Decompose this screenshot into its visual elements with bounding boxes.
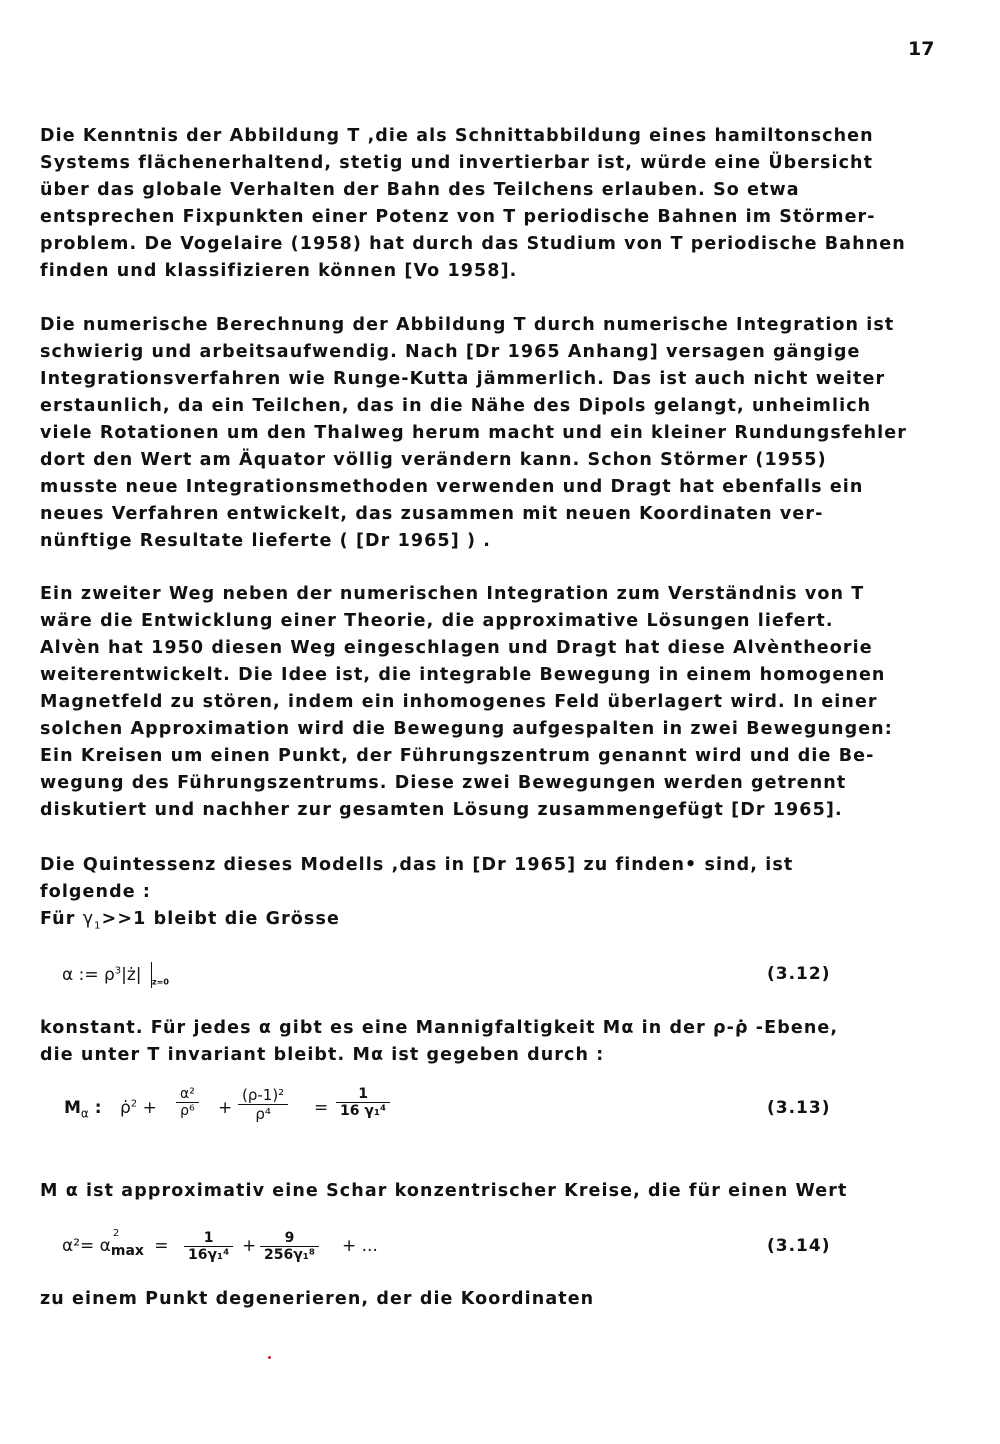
text-line: Systems flächenerhaltend, stetig und invertierbar ist, würde eine Übersicht bbox=[40, 153, 874, 173]
plus-sign: + bbox=[242, 1236, 257, 1256]
paragraph-7 bbox=[40, 1286, 936, 1313]
page-number: 17 bbox=[908, 38, 935, 60]
fraction-nine-over-256gamma: $\frac{9}{\text{256γ₁⁸}}$ bbox=[260, 1230, 319, 1263]
text-line: problem. De Vogelaire (1958) hat durch das Studium von T periodische Bahnen bbox=[40, 234, 906, 254]
paragraph-5 bbox=[40, 1015, 936, 1069]
equation-3-13 bbox=[62, 1086, 831, 1146]
text-line: Ein zweiter Weg neben der numerischen Integration zum Verständnis von T bbox=[40, 584, 865, 604]
text-line: zu einem Punkt degenerieren, der die Koordinaten bbox=[40, 1289, 595, 1309]
text-line: entsprechen Fixpunkten einer Potenz von T periodische Bahnen im Störmer- bbox=[40, 207, 876, 227]
plus-sign: + bbox=[218, 1098, 233, 1118]
alpha-max-lhs: α²= α 2 max = bbox=[62, 1228, 169, 1259]
equation-3-14 bbox=[62, 1228, 831, 1278]
text-line: Die numerische Berechnung der Abbildung T durch numerische Integration ist bbox=[40, 315, 895, 335]
term-rho-dot: ρ̇$^2$ + bbox=[120, 1098, 157, 1118]
gamma-condition: >>1 bbox=[101, 909, 147, 929]
gamma-suffix: bleibt die Grösse bbox=[153, 909, 340, 929]
gamma-condition-line bbox=[40, 906, 936, 940]
text-line: wegung des Führungszentrums. Diese zwei Bewegungen werden getrennt bbox=[40, 773, 847, 793]
text-line: Integrationsverfahren wie Runge-Kutta jämmerlich. Das ist auch nicht weiter bbox=[40, 369, 886, 389]
equation-number: (3.12) bbox=[767, 964, 831, 984]
equals-sign: = bbox=[314, 1098, 329, 1118]
text-line: Alvèn hat 1950 diesen Weg eingeschlagen und Dragt hat diese Alvèntheorie bbox=[40, 638, 873, 658]
text-line: neues Verfahren entwickelt, das zusammen mit neuen Koordinaten ver- bbox=[40, 504, 824, 524]
fraction-one-over-16gamma: $\frac{1}{\text{16γ₁⁴}}$ bbox=[184, 1230, 233, 1263]
text-line: Magnetfeld zu stören, indem ein inhomogenes Feld überlagert wird. In einer bbox=[40, 692, 878, 712]
text-line: musste neue Integrationsmethoden verwenden und Dragt hat ebenfalls ein bbox=[40, 477, 864, 497]
paragraph-2 bbox=[40, 312, 936, 555]
paragraph-4 bbox=[40, 852, 936, 940]
paragraph-6 bbox=[40, 1178, 936, 1205]
text-line: schwierig und arbeitsaufwendig. Nach [Dr 1965 Anhang] versagen gängige bbox=[40, 342, 861, 362]
text-line: viele Rotationen um den Thalweg herum macht und ein kleiner Rundungsfehler bbox=[40, 423, 907, 443]
manifold-label: $M_\alpha$ : bbox=[64, 1098, 102, 1121]
equation-body: α := $\rho^3|ż|$ $_{z=0}$ bbox=[62, 962, 169, 988]
text-line: solchen Approximation wird die Bewegung aufgespalten in zwei Bewegungen: bbox=[40, 719, 893, 739]
text-line: über das globale Verhalten der Bahn des Teilchens erlauben. So etwa bbox=[40, 180, 800, 200]
paragraph-1 bbox=[40, 123, 936, 285]
equation-3-12 bbox=[62, 962, 831, 1002]
text-line: Die Quintessenz dieses Modells ,das in [Dr 1965] zu finden• sind, ist bbox=[40, 855, 794, 875]
text-line: Die Kenntnis der Abbildung T ,die als Schnittabbildung eines hamiltonschen bbox=[40, 126, 874, 146]
text-line: weiterentwickelt. Die Idee ist, die integrable Bewegung in einem homogenen bbox=[40, 665, 886, 685]
text-line: nünftige Resultate lieferte ( [Dr 1965] ) . bbox=[40, 531, 492, 551]
text-line: M α ist approximativ eine Schar konzentrischer Kreise, die für einen Wert bbox=[40, 1181, 848, 1201]
text-line: finden und klassifizieren können [Vo 1958]. bbox=[40, 261, 518, 281]
ink-speck bbox=[268, 1356, 271, 1359]
evaluation-bound: z=0 bbox=[151, 977, 169, 987]
fraction-alpha-rho6: $\frac{\text{α²}}{\text{ρ⁶}}$ bbox=[176, 1086, 199, 1119]
paragraph-3 bbox=[40, 581, 936, 824]
text-line: die unter T invariant bleibt. Mα ist gegeben durch : bbox=[40, 1045, 605, 1065]
text-line: erstaunlich, da ein Teilchen, das in die Nähe des Dipols gelangt, unheimlich bbox=[40, 396, 872, 416]
gamma-symbol: $\gamma_1$ bbox=[82, 909, 102, 932]
fraction-rho-minus-one: $\frac{\text{(ρ-1)²}}{\text{ρ⁴}}$ bbox=[238, 1086, 288, 1123]
text-line: diskutiert und nachher zur gesamten Lösung zusammengefügt [Dr 1965]. bbox=[40, 800, 843, 820]
text-line: folgende : bbox=[40, 882, 151, 902]
text-line: Ein Kreisen um einen Punkt, der Führungszentrum genannt wird und die Be- bbox=[40, 746, 875, 766]
gamma-prefix: Für bbox=[40, 909, 76, 929]
series-tail: + ... bbox=[342, 1236, 378, 1256]
fraction-one-over-gamma: $\frac{1}{\text{16 γ₁⁴}}$ bbox=[336, 1086, 390, 1119]
text-line: wäre die Entwicklung einer Theorie, die approximative Lösungen liefert. bbox=[40, 611, 834, 631]
text-line: dort den Wert am Äquator völlig verändern kann. Schon Störmer (1955) bbox=[40, 450, 827, 470]
text-line: konstant. Für jedes α gibt es eine Mannigfaltigkeit Mα in der ρ-ρ̇ -Ebene, bbox=[40, 1018, 839, 1038]
equation-number: (3.14) bbox=[767, 1236, 831, 1256]
equation-number: (3.13) bbox=[767, 1098, 831, 1118]
